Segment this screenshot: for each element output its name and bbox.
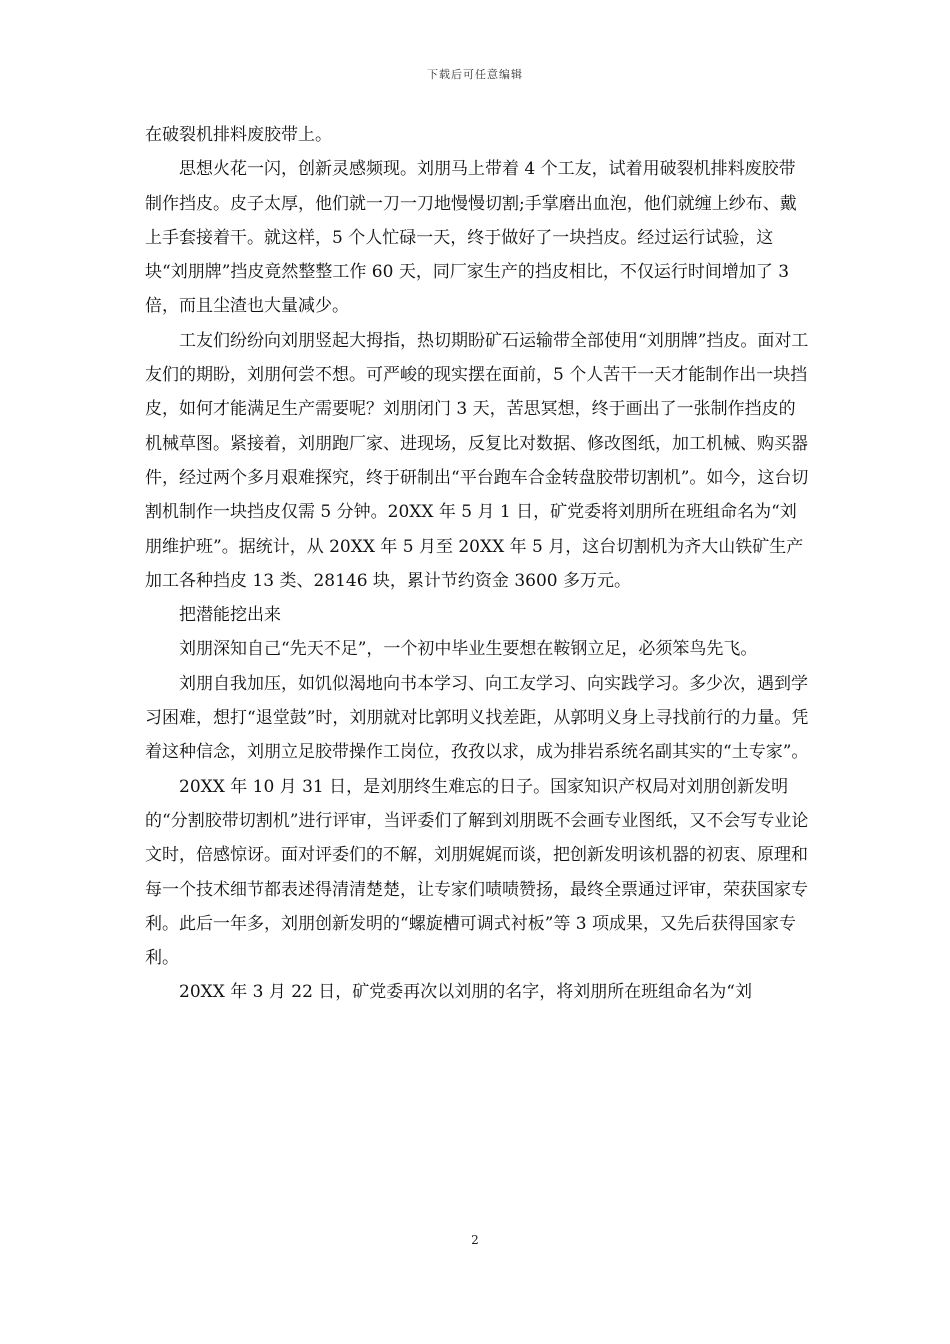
- page-number: 2: [471, 1233, 479, 1247]
- paragraph: 20XX 年 10 月 31 日，是刘朋终生难忘的日子。国家知识产权局对刘朋创新发明的“分割胶带切割机”进行评审，当评委们了解到刘朋既不会画专业图纸，又不会写专业论文时，倍感惊讶。面对评委们的不解，刘朋娓娓而谈，把创新发明该机器的初衷、原理和每一个技术细节都表述得清清楚楚，让专家们啧啧赞扬，最终全票通过评审，荣获国家专利。此后一年多，刘朋创新发明的“螺旋槽可调式衬板”等 3 项成果，又先后获得国家专利。: [145, 776, 809, 969]
- document-body: [145, 118, 810, 1010]
- paragraph: 思想火花一闪，创新灵感频现。刘朋马上带着 4 个工友，试着用破裂机排料废胶带制作挡皮。皮子太厚，他们就一刀一刀地慢慢切割;手掌磨出血泡，他们就缠上纱布、戴上手套接着干。就这样，5 个人忙碌一天，终于做好了一块挡皮。经过运行试验，这块“刘朋牌”挡皮竟然整整工作 60 天，同厂家生产的挡皮相比，不仅运行时间增加了 3 倍，而且尘渣也大量减少。: [145, 159, 797, 317]
- paragraph: 20XX 年 3 月 22 日，矿党委再次以刘朋的名字，将刘朋所在班组命名为“刘: [179, 982, 752, 1003]
- section-heading: 把潜能挖出来: [179, 605, 281, 626]
- page-header: 下载后可任意编辑: [427, 68, 523, 81]
- paragraph-continuation: 在破裂机排料废胶带上。: [145, 125, 332, 145]
- paragraph: 刘朋深知自己“先天不足”，一个初中毕业生要想在鞍钢立足，必须笨鸟先飞。: [179, 639, 758, 660]
- paragraph: 刘朋自我加压，如饥似渴地向书本学习、向工友学习、向实践学习。多少次，遇到学习困难，想打“退堂鼓”时，刘朋就对比郭明义找差距，从郭明义身上寻找前行的力量。凭着这种信念，刘朋立足胶带操作工岗位，孜孜以求，成为排岩系统名副其实的“土专家”。: [145, 673, 809, 763]
- paragraph: 工友们纷纷向刘朋竖起大拇指，热切期盼矿石运输带全部使用“刘朋牌”挡皮。面对工友们的期盼，刘朋何尝不想。可严峻的现实摆在面前，5 个人苦干一天才能制作出一块挡皮，如何才能满足生产需要呢？刘朋闭门 3 天，苦思冥想，终于画出了一张制作挡皮的机械草图。紧接着，刘朋跑厂家、进现场，反复比对数据、修改图纸，加工机械、购买器件，经过两个多月艰难探究，终于研制出“平台跑车合金转盘胶带切割机”。如今，这台切割机制作一块挡皮仅需 5 分钟。20XX 年 5 月 1 日，矿党委将刘朋所在班组命名为“刘朋维护班”。据统计，从 20XX 年 5 月至 20XX 年 5 月，这台切割机为齐大山铁矿生产加工各种挡皮 13 类、28146 块，累计节约资金 3600 多万元。: [145, 330, 809, 591]
